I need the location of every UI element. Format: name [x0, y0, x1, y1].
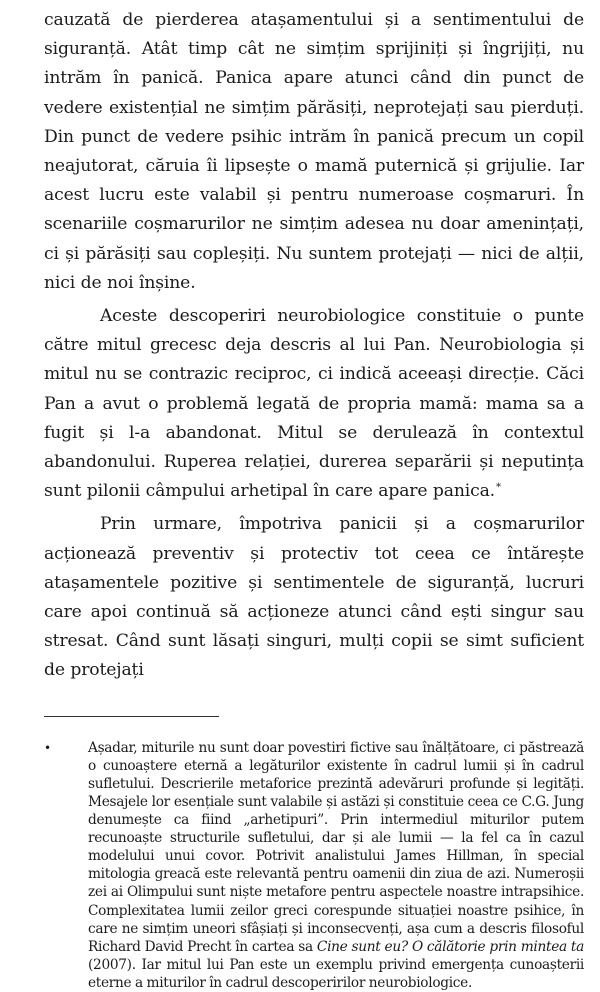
footnote-reference-mark: *	[496, 481, 501, 493]
main-text	[44, 6, 584, 686]
paragraph-2	[44, 302, 584, 506]
paragraph-3: Prin urmare, împotriva panicii și a coșmarurilor acționează preventiv și protectiv tot ceea ce întărește atașamentele pozitive și sentimentele de siguranță, lucruri care apoi continuă să acționeze atunci când ești singur sau stresat. Când sunt lăsați singuri, mulți copii se simt suficient de protejați	[44, 514, 584, 681]
footnote-text-part-1: Așadar, miturile nu sunt doar povestiri fictive sau înălțătoare, ci păstrează o cunoaștere eternă a legăturilor existente în cadrul lumii și în cadrul sufletului. Descrierile metaforice prezintă adevăruri profunde și legități. Mesajele lor esențiale sunt valabile și astăzi și constituie ceea ce C.G. Jung denumește ca fiind „arhetipuri”. Prin intermediul miturilor putem recunoaște structurile sufletului, dar și ale lumii — la fel ca în cazul modelului unui covor. Potrivit analistului James Hillman, în special mitologia greacă este relevantă pentru oamenii din ziua de azi. Numeroșii zei ai Olimpului sunt niște metafore pentru aspectele noastre intrapsihice. Complexitatea lumii zeilor greci corespunde situației noastre psihice, în care ne simțim uneori sfâșiați și inconsecvenți, așa cum a descris filosoful Richard David Precht în cartea sa	[88, 739, 584, 955]
footnote-marker: •	[44, 740, 51, 755]
footnote	[44, 739, 584, 992]
footnote-text-part-2: (2007). Iar mitul lui Pan este un exemplu privind emergența cunoașterii eterne a miturilor în cadrul descoperirilor neurobiologice.	[88, 956, 584, 991]
footnote-book-title: Cine sunt eu? O călătorie prin mintea ta	[316, 938, 584, 955]
footnote-separator	[44, 716, 219, 717]
paragraph-1: cauzată de pierderea atașamentului și a sentimentului de siguranță. Atât timp cât ne simțim sprijiniți și îngrijiți, nu intrăm în panică. Panica apare atunci când din punct de vedere existențial ne simțim părăsiți, neprotejați sau pierduți. Din punct de vedere psihic intrăm în panică precum un copil neajutorat, căruia îi lipsește o mamă puternică și grijulie. Iar acest lucru este valabil și pentru numeroase coșmaruri. În scenariile coșmarurilor ne simțim adesea nu doar amenințați, ci și părăsiți sau copleșiți. Nu suntem protejați — nici de alții, nici de noi înșine.	[44, 10, 584, 293]
footnote-text	[88, 740, 584, 991]
paragraph-2-text: Aceste descoperiri neurobiologice constituie o punte către mitul grecesc deja descris al lui Pan. Neurobiologia și mitul nu se contrazic reciproc, ci indică aceeași direcție. Căci Pan a avut o problemă legată de propria mamă: mama sa a fugit și l-a abandonat. Mitul se derulează în contextul abandonului. Ruperea relației, durerea separării și neputința sunt pilonii câmpului arhetipal în care apare panica.	[44, 306, 584, 502]
